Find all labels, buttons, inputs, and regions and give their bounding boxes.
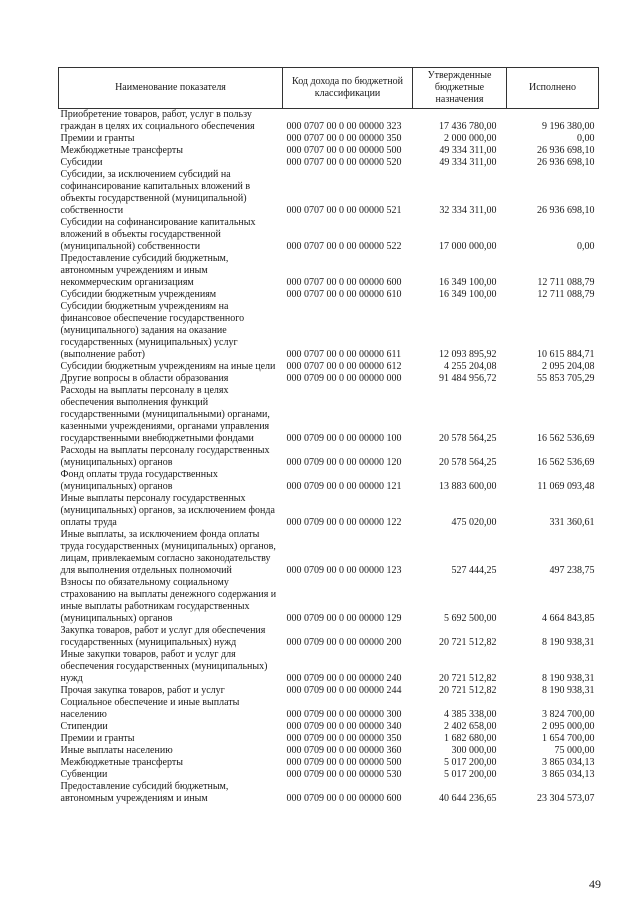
table-row <box>59 301 599 361</box>
row-executed-cell: 4 664 843,85 <box>542 613 595 624</box>
row-code-cell: 000 0707 00 0 00 00000 600 <box>286 277 402 288</box>
row-code-cell: 000 0709 00 0 00 00000 120 <box>286 457 402 468</box>
row-approved-cell: 5 692 500,00 <box>444 613 497 624</box>
row-name-cell: Взносы по обязательному социальному страхованию на выплаты денежного содержания и иные выплаты работникам государственных (муниципальных) органов <box>60 577 277 624</box>
row-code-cell: 000 0707 00 0 00 00000 520 <box>286 157 402 168</box>
row-executed-cell: 75 000,00 <box>554 745 595 756</box>
row-executed-cell: 12 711 088,79 <box>537 277 595 288</box>
row-code-cell: 000 0709 00 0 00 00000 500 <box>286 757 402 768</box>
row-name-cell: Фонд оплаты труда государственных (муниципальных) органов <box>60 469 218 492</box>
row-approved-cell: 13 883 600,00 <box>439 481 497 492</box>
table-row <box>59 493 599 529</box>
row-approved-cell: 5 017 200,00 <box>444 769 497 780</box>
row-executed-cell: 11 069 093,48 <box>537 481 595 492</box>
row-name-cell: Межбюджетные трансферты <box>60 145 183 156</box>
row-executed-cell: 1 654 700,00 <box>542 733 595 744</box>
table-row <box>59 289 599 301</box>
row-name-cell: Предоставление субсидий бюджетным, автономным учреждениям и иным <box>60 781 229 804</box>
table-row <box>59 109 599 134</box>
row-code-cell: 000 0709 00 0 00 00000 300 <box>286 709 402 720</box>
row-approved-cell: 2 000 000,00 <box>444 133 497 144</box>
row-code-cell: 000 0707 00 0 00 00000 522 <box>286 241 402 252</box>
row-executed-cell: 10 615 884,71 <box>537 349 595 360</box>
row-name-cell: Премии и гранты <box>60 733 135 744</box>
row-approved-cell: 527 444,25 <box>451 565 497 576</box>
table-row <box>59 445 599 469</box>
table-row <box>59 145 599 157</box>
row-approved-cell: 40 644 236,65 <box>439 793 497 804</box>
row-approved-cell: 20 578 564,25 <box>439 433 497 444</box>
row-code-cell: 000 0707 00 0 00 00000 323 <box>286 121 402 132</box>
row-name-cell: Социальное обеспечение и иные выплаты населению <box>60 697 240 720</box>
row-executed-cell: 12 711 088,79 <box>537 289 595 300</box>
row-code-cell: 000 0707 00 0 00 00000 610 <box>286 289 402 300</box>
row-name-cell: Субсидии <box>60 157 103 168</box>
row-code-cell: 000 0707 00 0 00 00000 500 <box>286 145 402 156</box>
header-indicator-name: Наименование показателя <box>59 68 283 109</box>
header-executed: Исполнено <box>507 68 599 109</box>
row-name-cell: Предоставление субсидий бюджетным, автономным учреждениям и иным некоммерческим организациям <box>60 253 229 288</box>
row-approved-cell: 32 334 311,00 <box>439 205 497 216</box>
budget-execution-table <box>58 67 599 805</box>
row-name-cell: Другие вопросы в области образования <box>60 373 229 384</box>
table-row <box>59 733 599 745</box>
row-executed-cell: 0,00 <box>577 241 595 252</box>
row-executed-cell: 8 190 938,31 <box>542 685 595 696</box>
row-code-cell: 000 0707 00 0 00 00000 611 <box>286 349 402 360</box>
row-name-cell: Приобретение товаров, работ, услуг в пользу граждан в целях их социального обеспечения <box>60 109 255 132</box>
table-row <box>59 373 599 385</box>
row-approved-cell: 16 349 100,00 <box>439 289 497 300</box>
row-executed-cell: 3 824 700,00 <box>542 709 595 720</box>
row-code-cell: 000 0709 00 0 00 00000 530 <box>286 769 402 780</box>
header-approved: Утвержденные бюджетные назначения <box>413 68 507 109</box>
table-row <box>59 649 599 685</box>
table-row <box>59 253 599 289</box>
row-name-cell: Субсидии бюджетным учреждениям на финансовое обеспечение государственного (муниципального) задания на оказание государственных (муниципальных) услуг (выполнение работ) <box>60 301 245 360</box>
header-budget-code: Код дохода по бюджетной классификации <box>283 68 413 109</box>
row-name-cell: Субсидии бюджетным учреждениям на иные цели <box>60 361 276 372</box>
row-executed-cell: 2 095 204,08 <box>542 361 595 372</box>
table-row <box>59 133 599 145</box>
table-row <box>59 625 599 649</box>
row-approved-cell: 20 721 512,82 <box>439 637 497 648</box>
table-row <box>59 697 599 721</box>
table-row <box>59 169 599 217</box>
row-name-cell: Иные выплаты, за исключением фонда оплаты труда государственных (муниципальных) органов, лицам, привлекаемым согласно законодательству для выполнения отдельных полномочий <box>60 529 276 576</box>
row-approved-cell: 17 000 000,00 <box>439 241 497 252</box>
row-name-cell: Субсидии бюджетным учреждениям <box>60 289 217 300</box>
row-executed-cell: 23 304 573,07 <box>537 793 595 804</box>
row-approved-cell: 300 000,00 <box>451 745 497 756</box>
page-number: 49 <box>589 877 601 891</box>
table-row <box>59 385 599 445</box>
row-code-cell: 000 0709 00 0 00 00000 123 <box>286 565 402 576</box>
row-approved-cell: 475 020,00 <box>451 517 497 528</box>
row-code-cell: 000 0709 00 0 00 00000 000 <box>286 373 402 384</box>
row-code-cell: 000 0709 00 0 00 00000 340 <box>286 721 402 732</box>
row-executed-cell: 16 562 536,69 <box>537 457 595 468</box>
row-executed-cell: 8 190 938,31 <box>542 673 595 684</box>
row-name-cell: Субсидии на софинансирование капитальных вложений в объекты государственной (муниципальной) собственности <box>60 217 256 252</box>
table-row <box>59 577 599 625</box>
row-name-cell: Стипендии <box>60 721 108 732</box>
table-row <box>59 685 599 697</box>
row-approved-cell: 49 334 311,00 <box>439 157 497 168</box>
row-name-cell: Иные выплаты населению <box>60 745 173 756</box>
row-code-cell: 000 0709 00 0 00 00000 129 <box>286 613 402 624</box>
row-executed-cell: 16 562 536,69 <box>537 433 595 444</box>
row-name-cell: Межбюджетные трансферты <box>60 757 183 768</box>
row-executed-cell: 26 936 698,10 <box>537 205 595 216</box>
row-code-cell: 000 0709 00 0 00 00000 200 <box>286 637 402 648</box>
row-name-cell: Иные закупки товаров, работ и услуг для обеспечения государственных (муниципальных) нужд <box>60 649 268 684</box>
row-executed-cell: 331 360,61 <box>549 517 595 528</box>
row-code-cell: 000 0707 00 0 00 00000 612 <box>286 361 402 372</box>
row-executed-cell: 9 196 380,00 <box>542 121 595 132</box>
row-code-cell: 000 0709 00 0 00 00000 122 <box>286 517 402 528</box>
row-code-cell: 000 0707 00 0 00 00000 350 <box>286 133 402 144</box>
row-executed-cell: 26 936 698,10 <box>537 157 595 168</box>
row-code-cell: 000 0709 00 0 00 00000 360 <box>286 745 402 756</box>
row-name-cell: Премии и гранты <box>60 133 135 144</box>
row-executed-cell: 0,00 <box>577 133 595 144</box>
row-approved-cell: 1 682 680,00 <box>444 733 497 744</box>
row-approved-cell: 91 484 956,72 <box>439 373 497 384</box>
row-approved-cell: 16 349 100,00 <box>439 277 497 288</box>
table-row <box>59 157 599 169</box>
row-executed-cell: 8 190 938,31 <box>542 637 595 648</box>
row-name-cell: Расходы на выплаты персоналу государственных (муниципальных) органов <box>60 445 270 468</box>
table-body <box>59 109 599 806</box>
row-approved-cell: 20 721 512,82 <box>439 673 497 684</box>
table-row <box>59 757 599 769</box>
table-row <box>59 361 599 373</box>
row-approved-cell: 4 385 338,00 <box>444 709 497 720</box>
row-executed-cell: 26 936 698,10 <box>537 145 595 156</box>
row-executed-cell: 3 865 034,13 <box>542 757 595 768</box>
row-approved-cell: 2 402 658,00 <box>444 721 497 732</box>
row-name-cell: Закупка товаров, работ и услуг для обеспечения государственных (муниципальных) нужд <box>60 625 266 648</box>
row-name-cell: Иные выплаты персоналу государственных (муниципальных) органов, за исключением фонда оплаты труда <box>60 493 275 528</box>
table-row <box>59 769 599 781</box>
row-code-cell: 000 0709 00 0 00 00000 350 <box>286 733 402 744</box>
row-name-cell: Субсидии, за исключением субсидий на софинансирование капитальных вложений в объекты государственной (муниципальной) собственности <box>60 169 251 216</box>
table-header-row <box>59 68 599 109</box>
row-name-cell: Субвенции <box>60 769 108 780</box>
row-code-cell: 000 0709 00 0 00 00000 100 <box>286 433 402 444</box>
row-code-cell: 000 0709 00 0 00 00000 600 <box>286 793 402 804</box>
table-row <box>59 217 599 253</box>
row-executed-cell: 2 095 000,00 <box>542 721 595 732</box>
row-approved-cell: 20 578 564,25 <box>439 457 497 468</box>
row-code-cell: 000 0707 00 0 00 00000 521 <box>286 205 402 216</box>
row-code-cell: 000 0709 00 0 00 00000 244 <box>286 685 402 696</box>
row-approved-cell: 49 334 311,00 <box>439 145 497 156</box>
row-code-cell: 000 0709 00 0 00 00000 240 <box>286 673 402 684</box>
row-name-cell: Прочая закупка товаров, работ и услуг <box>60 685 225 696</box>
row-executed-cell: 3 865 034,13 <box>542 769 595 780</box>
row-executed-cell: 497 238,75 <box>549 565 595 576</box>
table-row <box>59 529 599 577</box>
table-row <box>59 745 599 757</box>
row-approved-cell: 4 255 204,08 <box>444 361 497 372</box>
row-code-cell: 000 0709 00 0 00 00000 121 <box>286 481 402 492</box>
row-approved-cell: 17 436 780,00 <box>439 121 497 132</box>
row-approved-cell: 12 093 895,92 <box>439 349 497 360</box>
row-executed-cell: 55 853 705,29 <box>537 373 595 384</box>
table-row <box>59 469 599 493</box>
row-approved-cell: 20 721 512,82 <box>439 685 497 696</box>
row-approved-cell: 5 017 200,00 <box>444 757 497 768</box>
table-row <box>59 781 599 805</box>
row-name-cell: Расходы на выплаты персоналу в целях обеспечения выполнения функций государственными (муниципальными) органами, казенными учреждениями, органами управления государственными внебюджетными фондами <box>60 385 270 444</box>
table-row <box>59 721 599 733</box>
